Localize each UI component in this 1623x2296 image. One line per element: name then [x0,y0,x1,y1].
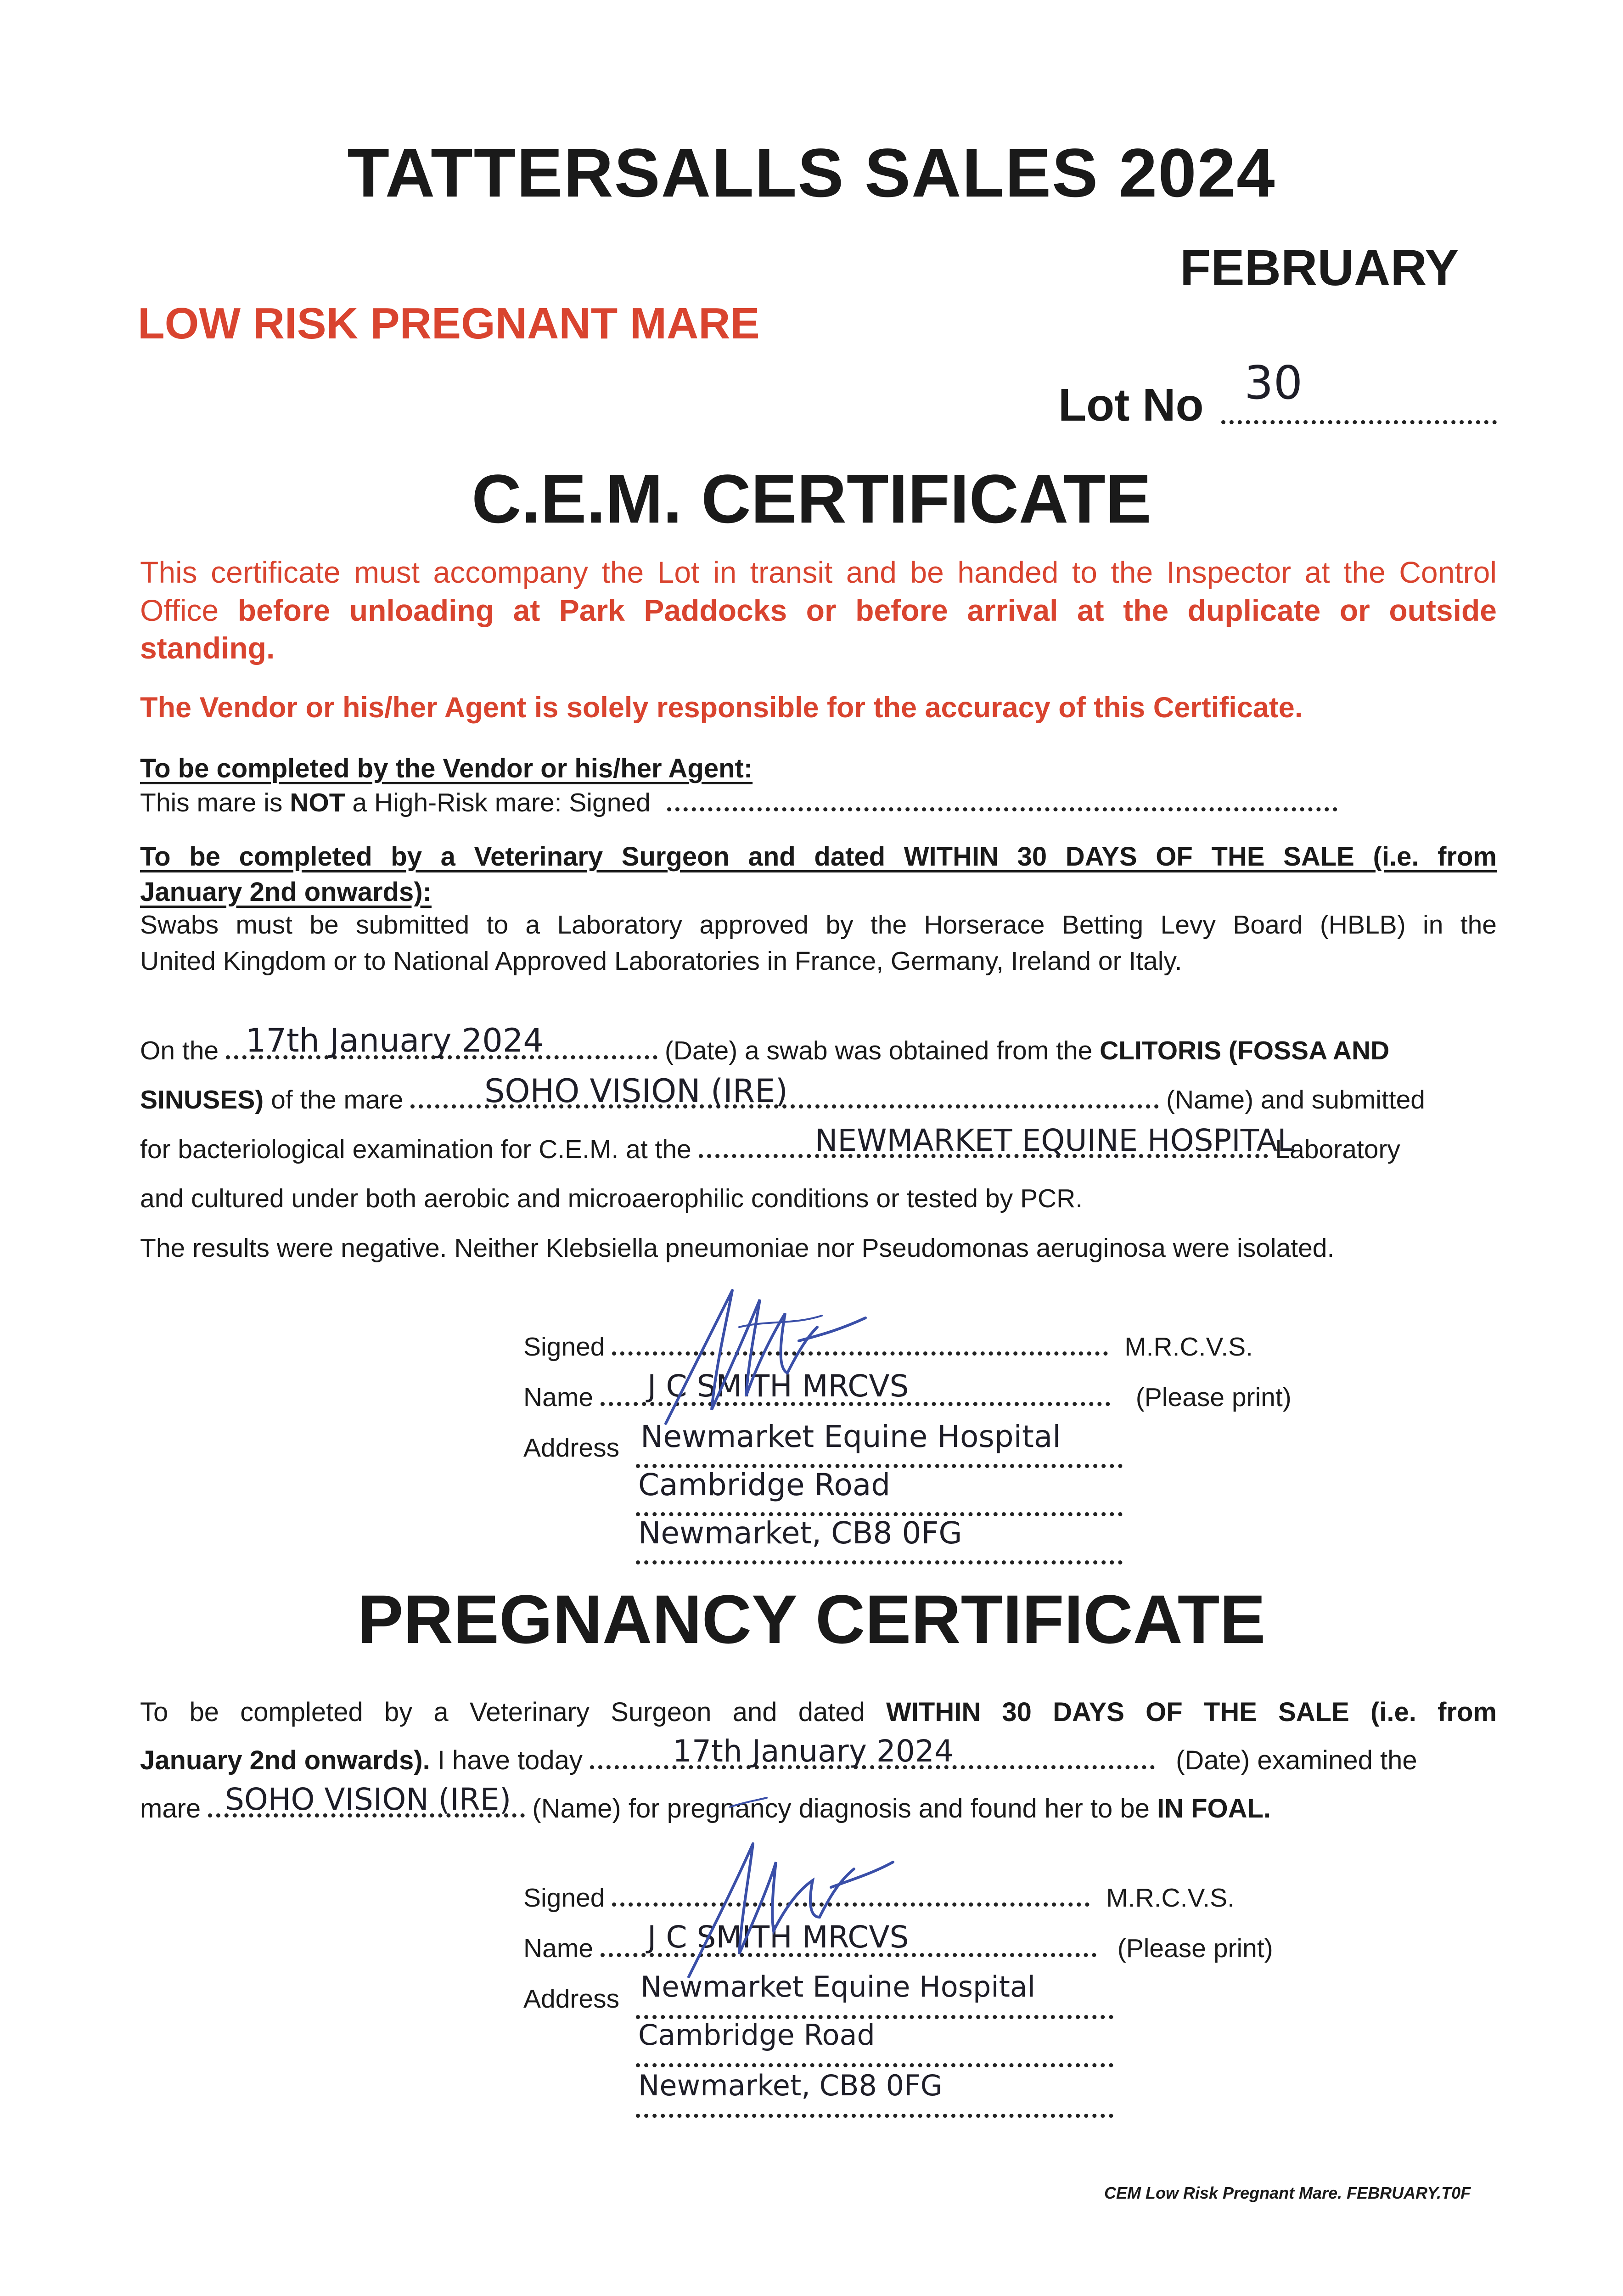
pregnancy-vet-signature [638,1793,895,1986]
results-statement: The results were negative. Neither Klebsiella pneumoniae nor Pseudomonas aeruginosa were isolated. [140,1233,1335,1263]
pregnancy-line-2: January 2nd onwards). I have today (Date) examined the [140,1745,1417,1775]
pregnancy-line-1: To be completed by a Veterinary Surgeon and dated WITHIN 30 DAYS OF THE SALE (i.e. from [140,1697,1497,1727]
swab-mare-value: SOHO VISION (IRE) [484,1072,788,1110]
preg-name-row: Name (Please print) [523,1934,1273,1963]
vendor-section-heading: To be completed by the Vendor or his/her Agent: [140,754,753,783]
cem-address-1-value: Newmarket Equine Hospital [640,1419,1061,1454]
lot-number: 30 [1244,356,1303,410]
mare-category: LOW RISK PREGNANT MARE [138,299,760,348]
cem-heading: C.E.M. CERTIFICATE [472,460,1151,537]
cem-name-row: Name (Please print) [523,1383,1292,1412]
swab-date-value: 17th January 2024 [246,1022,544,1059]
pregnancy-mare-value: SOHO VISION (IRE) [225,1782,511,1817]
swab-requirements: Swabs must be submitted to a Laboratory approved by the Horserace Betting Levy Board (HBLB) in the United Kingdom or to National Approved Laboratories in France, Germany, Ireland or Italy. [140,910,1497,976]
culture-statement: and cultured under both aerobic and microaerophilic conditions or tested by PCR. [140,1184,1083,1213]
vet-section-heading: To be completed by a Veterinary Surgeon and dated WITHIN 30 DAYS OF THE SALE (i.e. from January 2nd onwards): [140,842,1497,907]
document-title: TATTERSALLS SALES 2024 [347,134,1276,211]
cem-vet-signature [634,1258,872,1433]
lot-label: Lot No [1058,379,1204,431]
vendor-signature-line[interactable] [667,789,1337,811]
swab-line-3: for bacteriological examination for C.E.M. at the Laboratory [140,1135,1400,1164]
cem-signed-row: Signed M.R.C.V.S. [523,1332,1253,1362]
cem-vet-name-value: J C SMITH MRCVS [647,1368,909,1404]
pregnancy-line-3: mare (Name) for pregnancy diagnosis and found her to be IN FOAL. [140,1794,1271,1823]
cem-address-2-value: Cambridge Road [638,1467,891,1503]
preg-address-1-value: Newmarket Equine Hospital [640,1970,1036,2003]
swab-line-1: On the (Date) a swab was obtained from the CLITORIS (FOSSA AND [140,1036,1390,1065]
preg-vet-name-value: J C SMITH MRCVS [647,1919,909,1955]
pregnancy-date-value: 17th January 2024 [673,1733,954,1769]
swab-line-2: SINUSES) of the mare (Name) and submitted [140,1085,1425,1114]
footer-reference: CEM Low Risk Pregnant Mare. FEBRUARY.T0F [1104,2183,1471,2202]
transit-notice: This certificate must accompany the Lot in transit and be handed to the Inspector at the Control Office before unloading at Park Paddocks or before arrival at the duplicate or outside standing. [140,555,1497,665]
preg-address-3-value: Newmarket, CB8 0FG [638,2069,943,2102]
sale-month: FEBRUARY [1180,240,1459,296]
pregnancy-heading: PREGNANCY CERTIFICATE [357,1581,1266,1658]
swab-lab-value: NEWMARKET EQUINE HOSPITAL [815,1123,1294,1158]
vendor-responsibility-notice: The Vendor or his/her Agent is solely responsible for the accuracy of this Certificate. [140,692,1303,724]
preg-address-2-value: Cambridge Road [638,2018,875,2052]
preg-address-label: Address [523,1984,620,2014]
cem-address-3-value: Newmarket, CB8 0FG [638,1515,962,1551]
preg-signed-row: Signed M.R.C.V.S. [523,1883,1235,1913]
cem-address-label: Address [523,1433,620,1463]
vendor-declaration: This mare is NOT a High-Risk mare: Signed [140,788,1337,818]
